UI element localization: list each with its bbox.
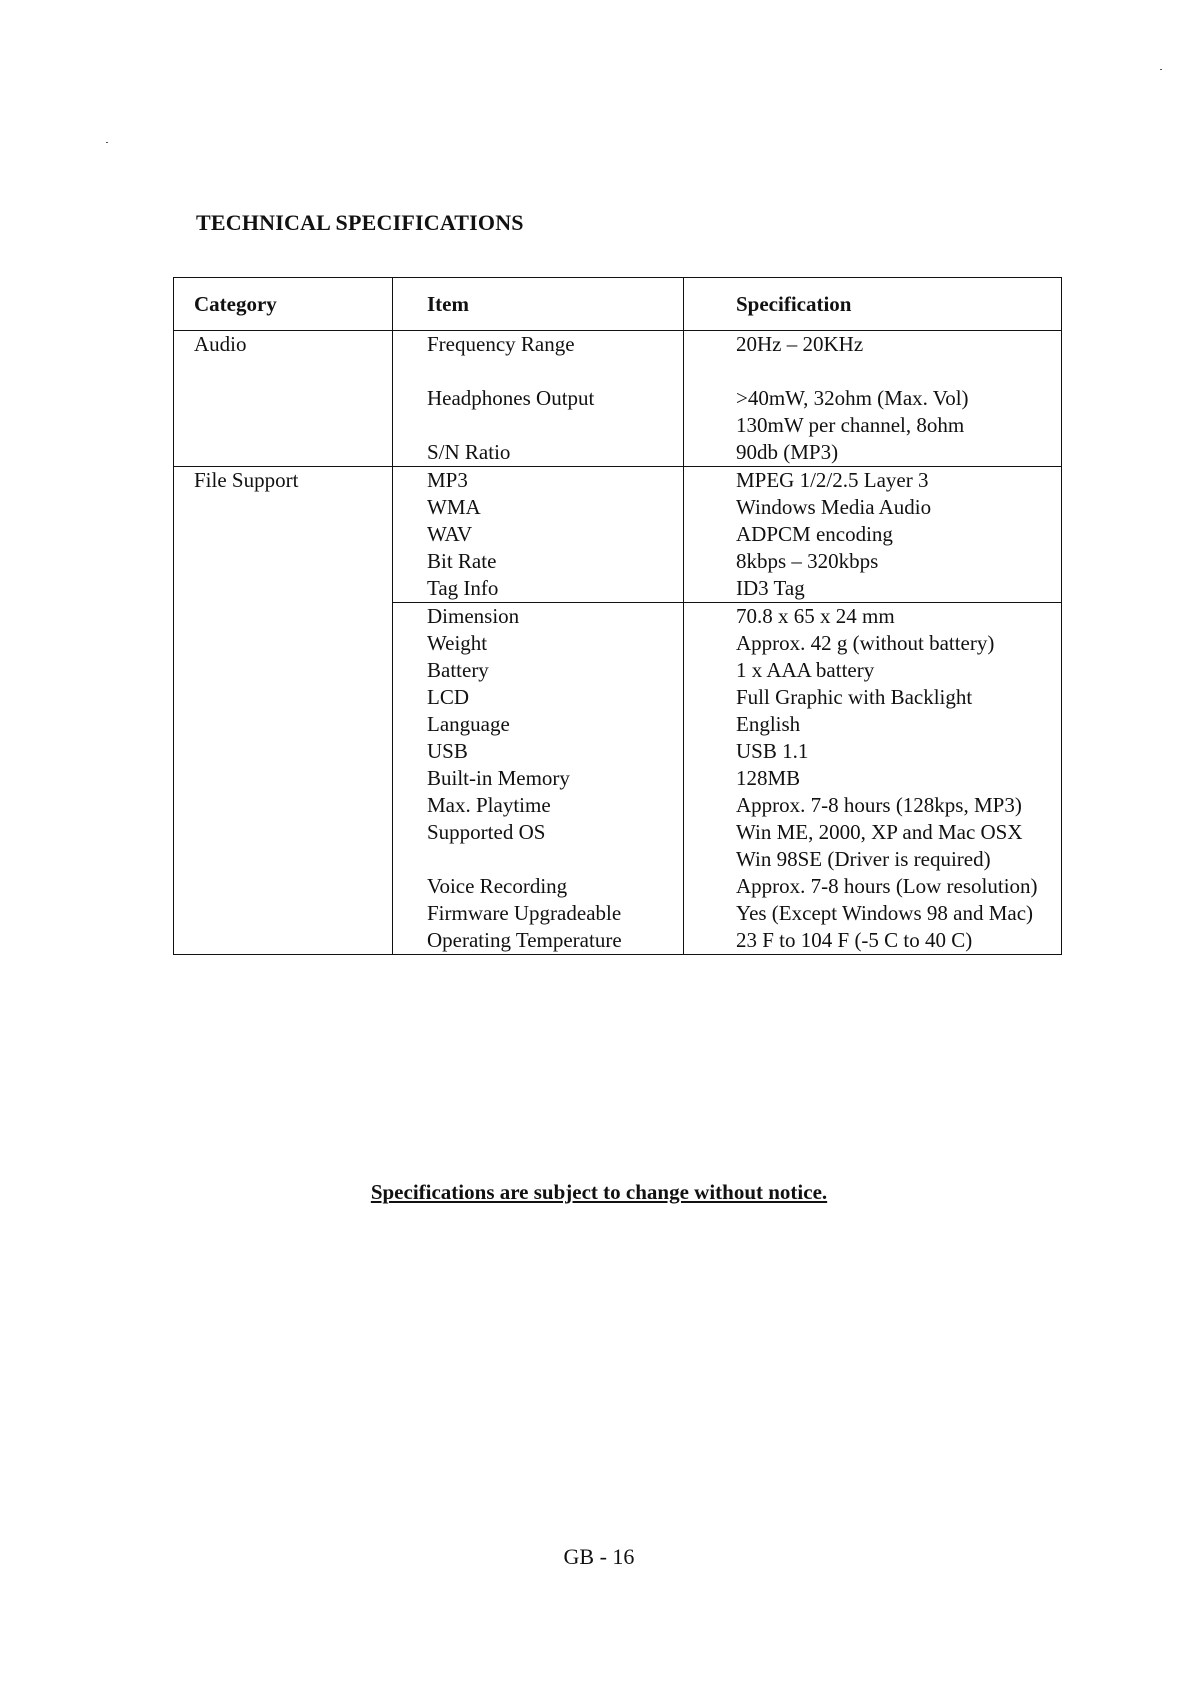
page-number: GB - 16 <box>563 1544 635 1569</box>
table-row-file-support <box>174 467 1062 603</box>
item: Weight <box>427 631 488 655</box>
header-category: Category <box>174 278 393 331</box>
item: Tag Info <box>427 576 499 600</box>
header-item: Item <box>393 278 684 331</box>
item: Frequency Range <box>427 332 575 356</box>
item: WMA <box>427 495 481 519</box>
spec: 8kbps – 320kbps <box>736 549 879 573</box>
item: USB <box>427 739 468 763</box>
item: Firmware Upgradeable <box>427 901 622 925</box>
spec: Approx. 7-8 hours (Low resolution) <box>736 874 1038 898</box>
specs-general <box>684 603 1062 955</box>
specs-file-support <box>684 467 1062 603</box>
spec: USB 1.1 <box>736 739 809 763</box>
page-title: TECHNICAL SPECIFICATIONS <box>196 210 524 235</box>
item: Language <box>427 712 510 736</box>
item: Supported OS <box>427 820 546 844</box>
header-specification: Specification <box>684 278 1062 331</box>
spec: 128MB <box>736 766 801 790</box>
spec: 1 x AAA battery <box>736 658 875 682</box>
spec: Approx. 42 g (without battery) <box>736 631 995 655</box>
item: Built-in Memory <box>427 766 570 790</box>
scan-speck <box>106 142 108 143</box>
item: Max. Playtime <box>427 793 551 817</box>
item: LCD <box>427 685 469 709</box>
spec: 20Hz – 20KHz <box>736 332 864 356</box>
scan-speck <box>1160 69 1162 70</box>
item: S/N Ratio <box>427 440 511 464</box>
item: WAV <box>427 522 473 546</box>
spec: 70.8 x 65 x 24 mm <box>736 604 895 628</box>
item: MP3 <box>427 468 468 492</box>
items-audio <box>393 331 684 467</box>
category-audio: Audio <box>174 331 393 467</box>
spec: English <box>736 712 801 736</box>
specs-audio <box>684 331 1062 467</box>
spec: 130mW per channel, 8ohm <box>736 413 965 437</box>
spec: MPEG 1/2/2.5 Layer 3 <box>736 468 929 492</box>
spec: Win 98SE (Driver is required) <box>736 847 991 871</box>
item: Dimension <box>427 604 520 628</box>
spec: 90db (MP3) <box>736 440 839 464</box>
spec: ID3 Tag <box>736 576 805 600</box>
spec: Full Graphic with Backlight <box>736 685 973 709</box>
spec: Yes (Except Windows 98 and Mac) <box>736 901 1034 925</box>
spec: 23 F to 104 F (-5 C to 40 C) <box>736 928 973 952</box>
item: Battery <box>427 658 489 682</box>
spec: Approx. 7-8 hours (128kps, MP3) <box>736 793 1022 817</box>
spec: ADPCM encoding <box>736 522 893 546</box>
table-header-row <box>174 278 1062 331</box>
table-row-audio <box>174 331 1062 467</box>
items-general <box>393 603 684 955</box>
items-file-support <box>393 467 684 603</box>
category-file-support: File Support <box>174 467 393 955</box>
change-notice: Specifications are subject to change without notice. <box>370 1180 828 1204</box>
item: Operating Temperature <box>427 928 622 952</box>
item: Voice Recording <box>427 874 568 898</box>
item: Headphones Output <box>427 386 595 410</box>
spec-table <box>173 277 1062 955</box>
spec: Windows Media Audio <box>736 495 932 519</box>
spec: >40mW, 32ohm (Max. Vol) <box>736 386 969 410</box>
spec: Win ME, 2000, XP and Mac OSX <box>736 820 1023 844</box>
item: Bit Rate <box>427 549 497 573</box>
